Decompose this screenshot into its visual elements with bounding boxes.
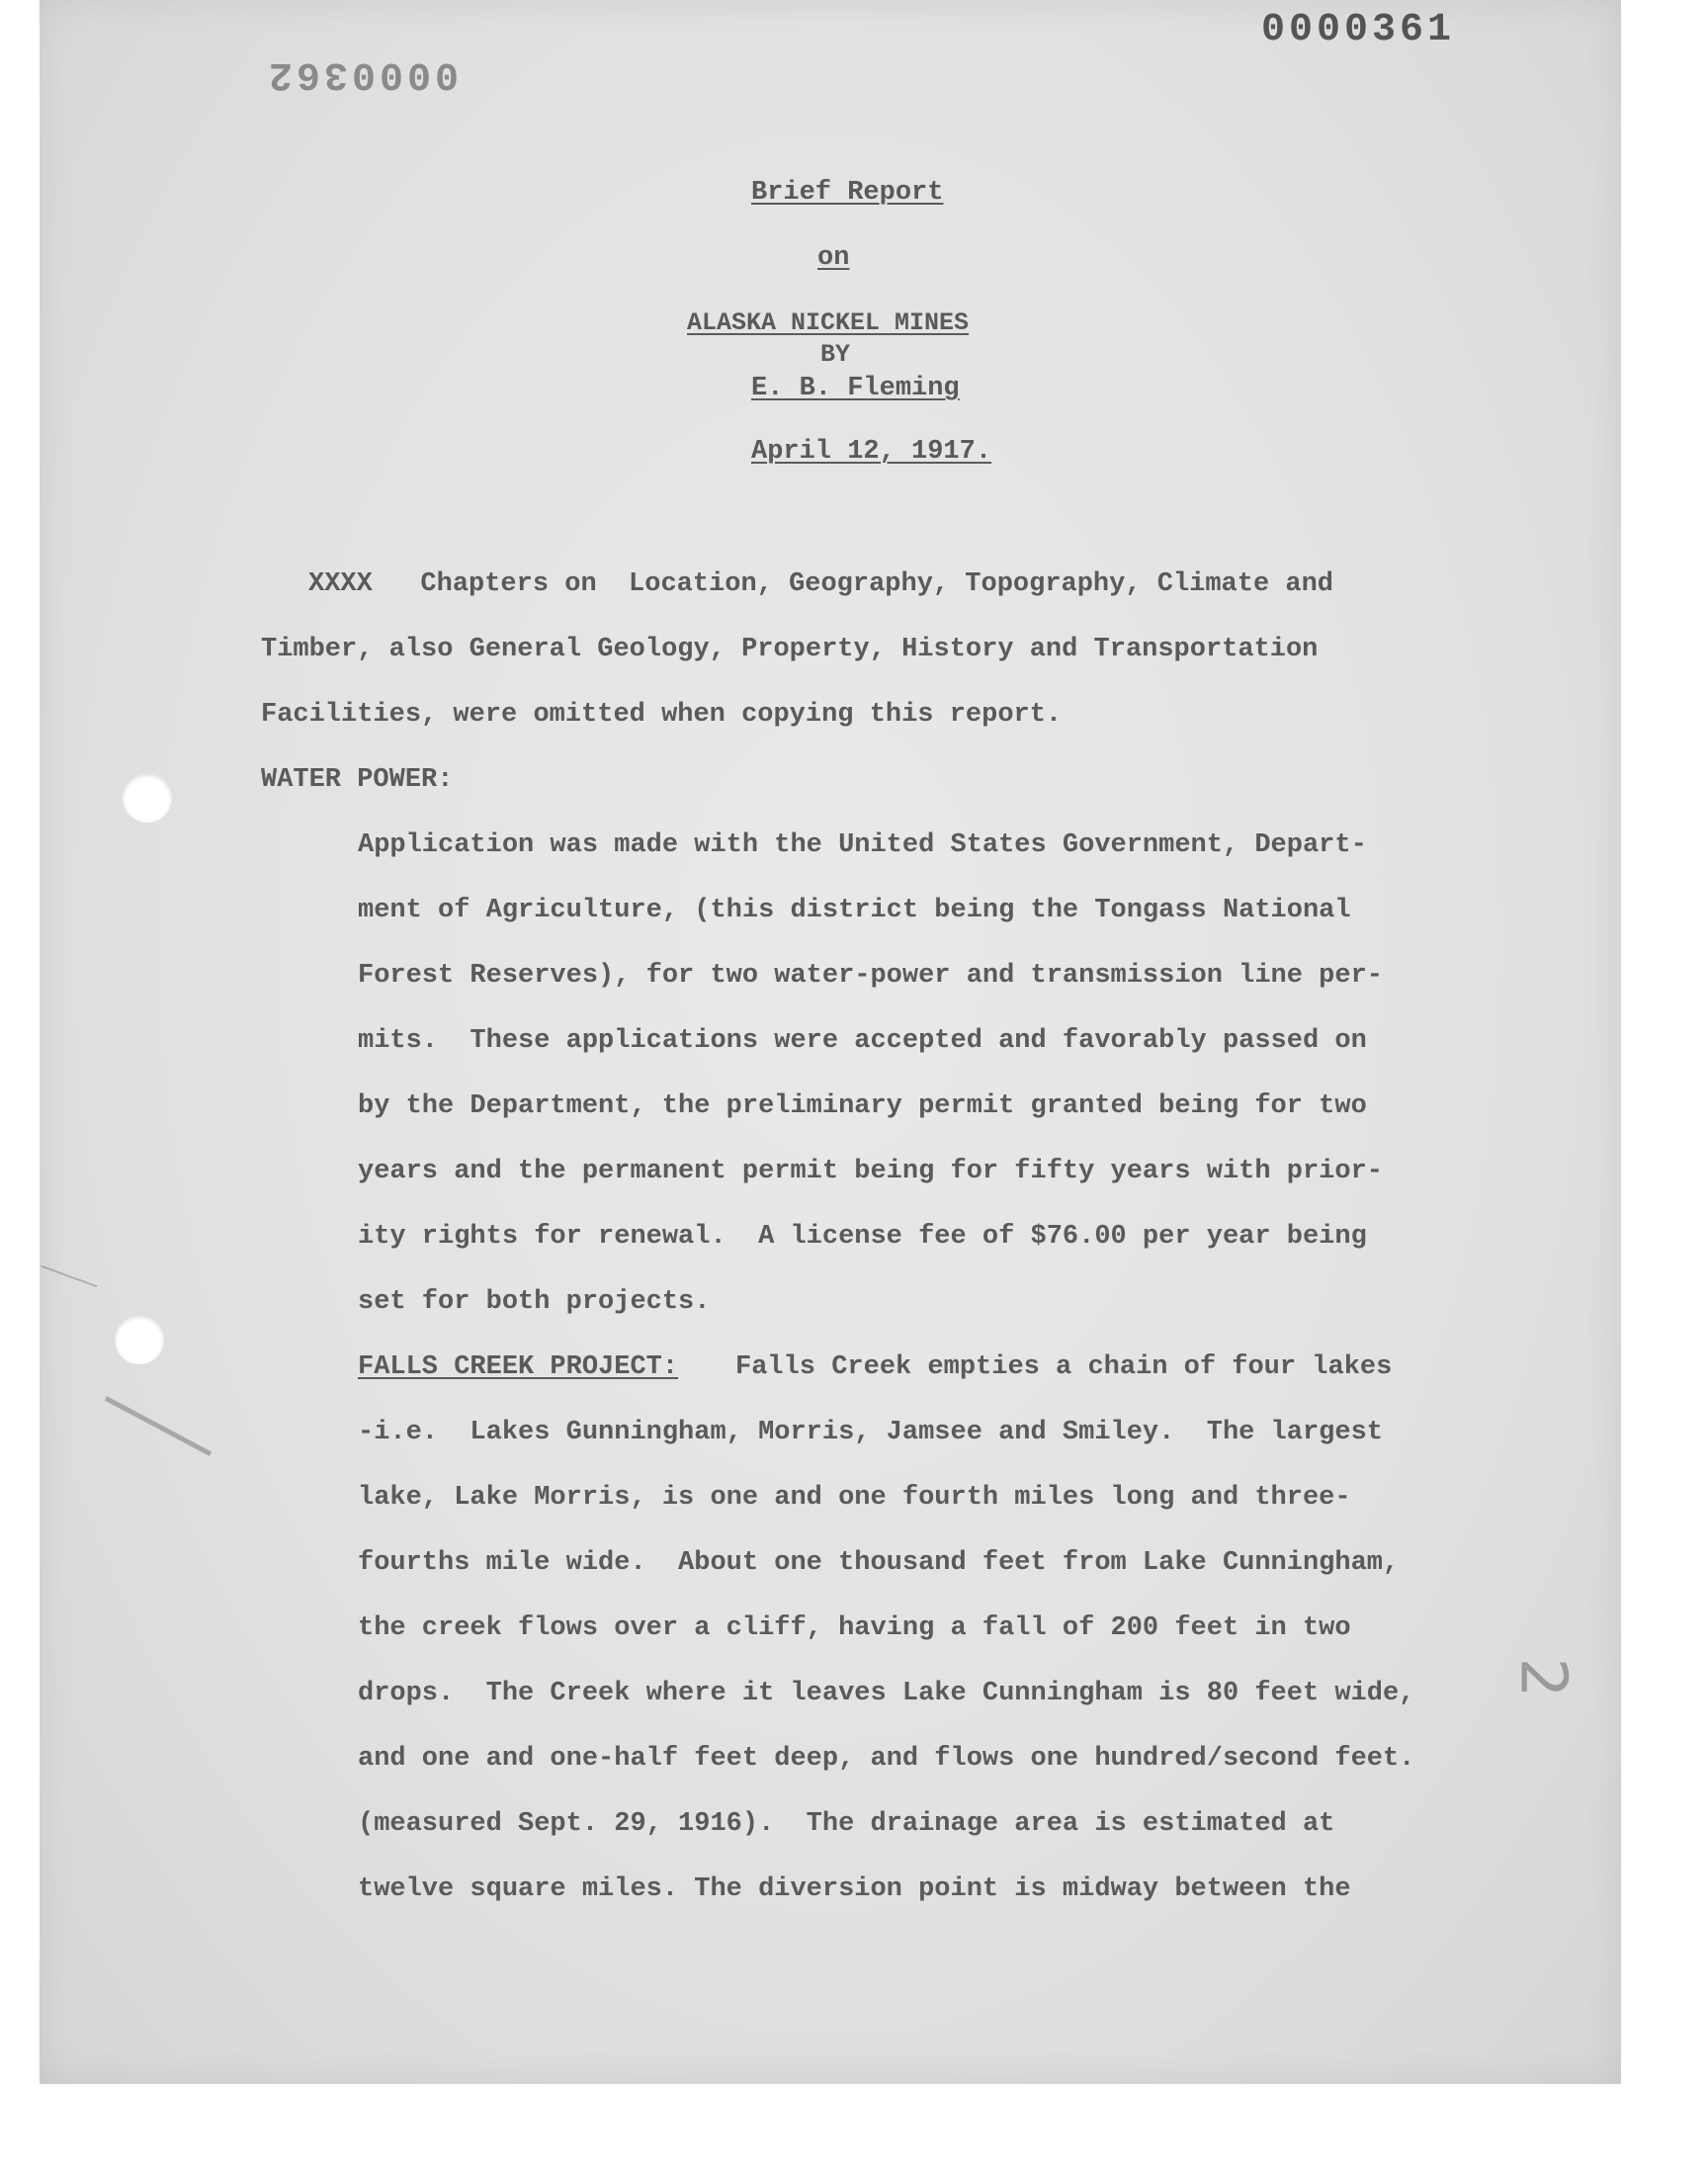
falls-creek-line: drops. The Creek where it leaves Lake Cunningham is 80 feet wide,: [358, 1679, 1415, 1708]
report-by: BY: [820, 340, 851, 369]
intro-line: Timber, also General Geology, Property, History and Transportation: [261, 635, 1319, 664]
report-author: E. B. Fleming: [751, 374, 960, 403]
falls-creek-line: -i.e. Lakes Gunningham, Morris, Jamsee and Smiley. The largest: [358, 1418, 1383, 1447]
water-power-heading: WATER POWER:: [261, 765, 454, 795]
falls-creek-heading: FALLS CREEK PROJECT:: [358, 1352, 679, 1382]
falls-creek-line: Falls Creek empties a chain of four lakes: [735, 1352, 1393, 1382]
page-stamp-number: 0000361: [1261, 8, 1456, 52]
report-title: Brief Report: [751, 178, 944, 208]
margin-scratch: [41, 1265, 97, 1287]
water-power-line: set for both projects.: [358, 1287, 711, 1317]
water-power-line: Forest Reserves), for two water-power and transmission line per-: [358, 961, 1383, 991]
falls-creek-line: and one and one-half feet deep, and flows one hundred/second feet.: [358, 1744, 1415, 1774]
falls-creek-line: (measured Sept. 29, 1916). The drainage area is estimated at: [358, 1809, 1335, 1839]
report-subject: ALASKA NICKEL MINES: [687, 308, 970, 337]
water-power-line: ment of Agriculture, (this district being the Tongass National: [358, 896, 1351, 925]
falls-creek-line: the creek flows over a cliff, having a fall of 200 feet in two: [358, 1613, 1351, 1643]
falls-creek-line: twelve square miles. The diversion point is midway between the: [358, 1874, 1351, 1904]
falls-creek-line: fourths mile wide. About one thousand feet from Lake Cunningham,: [358, 1548, 1400, 1578]
water-power-line: years and the permanent permit being for fifty years with prior-: [358, 1157, 1383, 1186]
margin-handwritten-mark: 2: [1505, 1657, 1580, 1698]
intro-line: XXXX Chapters on Location, Geography, Topography, Climate and: [308, 569, 1333, 599]
water-power-line: Application was made with the United States Government, Depart-: [358, 830, 1367, 860]
report-date: April 12, 1917.: [751, 437, 992, 467]
document-sheet: [40, 0, 1621, 2084]
water-power-line: ity rights for renewal. A license fee of $76.00 per year being: [358, 1222, 1367, 1252]
falls-creek-line: lake, Lake Morris, is one and one fourth miles long and three-: [358, 1483, 1351, 1513]
page-stamp-number-inverted: 0000362: [265, 51, 460, 96]
water-power-line: mits. These applications were accepted and favorably passed on: [358, 1026, 1367, 1056]
report-on: on: [817, 243, 850, 273]
margin-scratch: [105, 1396, 212, 1456]
punch-hole-bottom: [115, 1315, 164, 1364]
water-power-line: by the Department, the preliminary permit granted being for two: [358, 1091, 1367, 1121]
punch-hole-top: [123, 773, 172, 823]
intro-line: Facilities, were omitted when copying this report.: [261, 700, 1063, 730]
